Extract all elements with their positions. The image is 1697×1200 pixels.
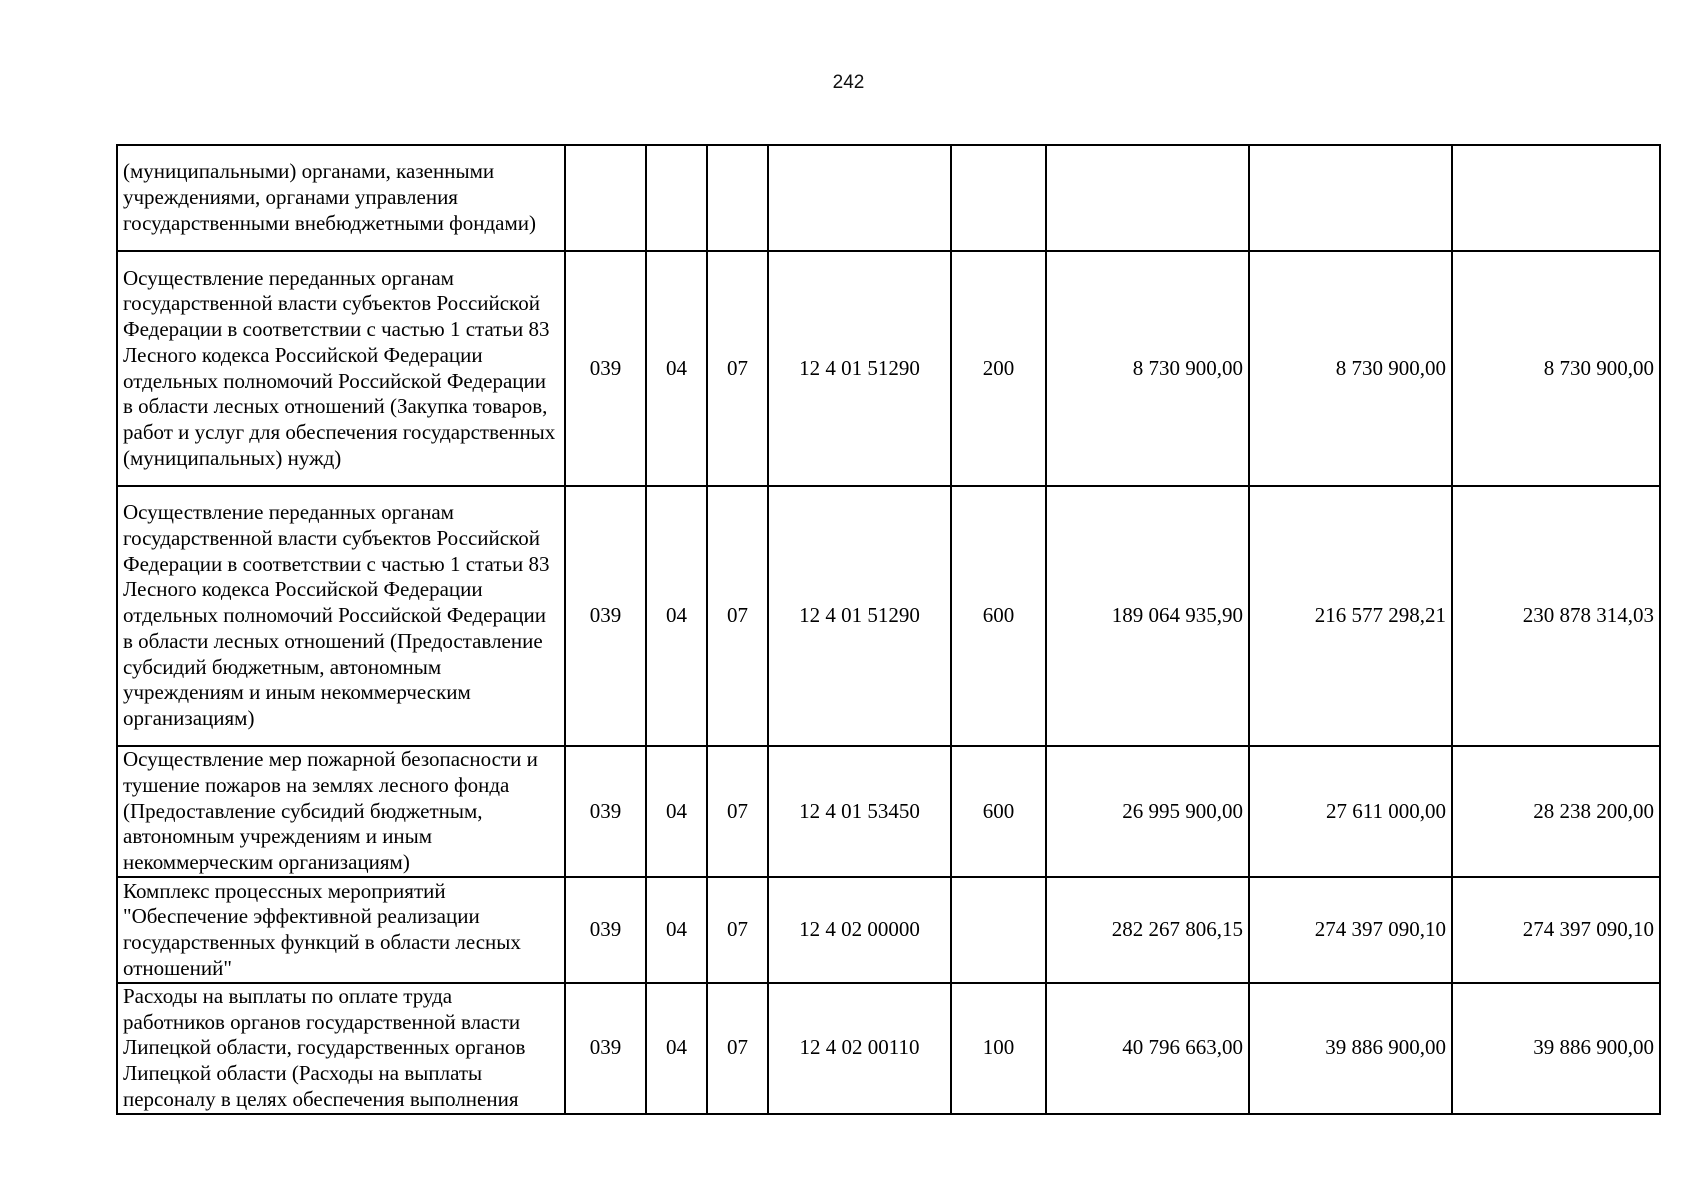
pr-cell: 07 [707, 486, 768, 746]
sum-year1-cell: 40 796 663,00 [1046, 983, 1249, 1114]
rz-cell: 04 [646, 746, 707, 877]
sum-year3-cell [1452, 145, 1660, 251]
gr-cell: 039 [565, 877, 646, 983]
sum-year3-cell: 28 238 200,00 [1452, 746, 1660, 877]
gr-cell: 039 [565, 983, 646, 1114]
sum-year1-cell: 282 267 806,15 [1046, 877, 1249, 983]
csr-cell: 12 4 01 51290 [768, 251, 951, 486]
rz-cell [646, 145, 707, 251]
page-number: 242 [832, 72, 865, 93]
csr-cell: 12 4 01 51290 [768, 486, 951, 746]
vr-cell: 600 [951, 486, 1046, 746]
csr-cell: 12 4 02 00110 [768, 983, 951, 1114]
row-description: Осуществление переданных органам государственной власти субъектов Российской Федерации в соответствии с частью 1 статьи 83 Лесного кодекса Российской Федерации отдельных полномочий Российской Федерации в области лесных отношений (Закупка товаров, работ и услуг для обеспечения государственных (муниципальных) нужд) [117, 251, 565, 486]
csr-cell [768, 145, 951, 251]
sum-year3-cell: 230 878 314,03 [1452, 486, 1660, 746]
sum-year1-cell: 189 064 935,90 [1046, 486, 1249, 746]
pr-cell: 07 [707, 746, 768, 877]
gr-cell: 039 [565, 746, 646, 877]
vr-cell [951, 145, 1046, 251]
rz-cell: 04 [646, 251, 707, 486]
sum-year1-cell: 8 730 900,00 [1046, 251, 1249, 486]
sum-year2-cell: 8 730 900,00 [1249, 251, 1452, 486]
sum-year3-cell: 39 886 900,00 [1452, 983, 1660, 1114]
budget-table [116, 144, 1661, 1115]
sum-year2-cell: 39 886 900,00 [1249, 983, 1452, 1114]
row-description: Осуществление мер пожарной безопасности и тушение пожаров на землях лесного фонда (Предоставление субсидий бюджетным, автономным учреждениям и иным некоммерческим организациям) [117, 746, 565, 877]
sum-year2-cell: 27 611 000,00 [1249, 746, 1452, 877]
vr-cell: 100 [951, 983, 1046, 1114]
row-description: Комплекс процессных мероприятий "Обеспечение эффективной реализации государственных функций в области лесных отношений" [117, 877, 565, 983]
table-row [117, 877, 1660, 983]
pr-cell: 07 [707, 877, 768, 983]
sum-year3-cell: 274 397 090,10 [1452, 877, 1660, 983]
csr-cell: 12 4 01 53450 [768, 746, 951, 877]
sum-year2-cell [1249, 145, 1452, 251]
rz-cell: 04 [646, 877, 707, 983]
gr-cell: 039 [565, 251, 646, 486]
sum-year2-cell: 274 397 090,10 [1249, 877, 1452, 983]
pr-cell: 07 [707, 251, 768, 486]
rz-cell: 04 [646, 983, 707, 1114]
row-description: (муниципальными) органами, казенными учреждениями, органами управления государственными внебюджетными фондами) [117, 145, 565, 251]
table-row [117, 746, 1660, 877]
row-description: Расходы на выплаты по оплате труда работников органов государственной власти Липецкой области, государственных органов Липецкой области (Расходы на выплаты персоналу в целях обеспечения выполнения [117, 983, 565, 1114]
pr-cell: 07 [707, 983, 768, 1114]
pr-cell [707, 145, 768, 251]
table-row [117, 486, 1660, 746]
sum-year2-cell: 216 577 298,21 [1249, 486, 1452, 746]
sum-year3-cell: 8 730 900,00 [1452, 251, 1660, 486]
vr-cell: 200 [951, 251, 1046, 486]
gr-cell: 039 [565, 486, 646, 746]
sum-year1-cell: 26 995 900,00 [1046, 746, 1249, 877]
gr-cell [565, 145, 646, 251]
csr-cell: 12 4 02 00000 [768, 877, 951, 983]
table-row [117, 983, 1660, 1114]
vr-cell [951, 877, 1046, 983]
table-row [117, 145, 1660, 251]
sum-year1-cell [1046, 145, 1249, 251]
rz-cell: 04 [646, 486, 707, 746]
vr-cell: 600 [951, 746, 1046, 877]
table-row [117, 251, 1660, 486]
row-description: Осуществление переданных органам государственной власти субъектов Российской Федерации в соответствии с частью 1 статьи 83 Лесного кодекса Российской Федерации отдельных полномочий Российской Федерации в области лесных отношений (Предоставление субсидий бюджетным, автономным учреждениям и иным некоммерческим организациям) [117, 486, 565, 746]
